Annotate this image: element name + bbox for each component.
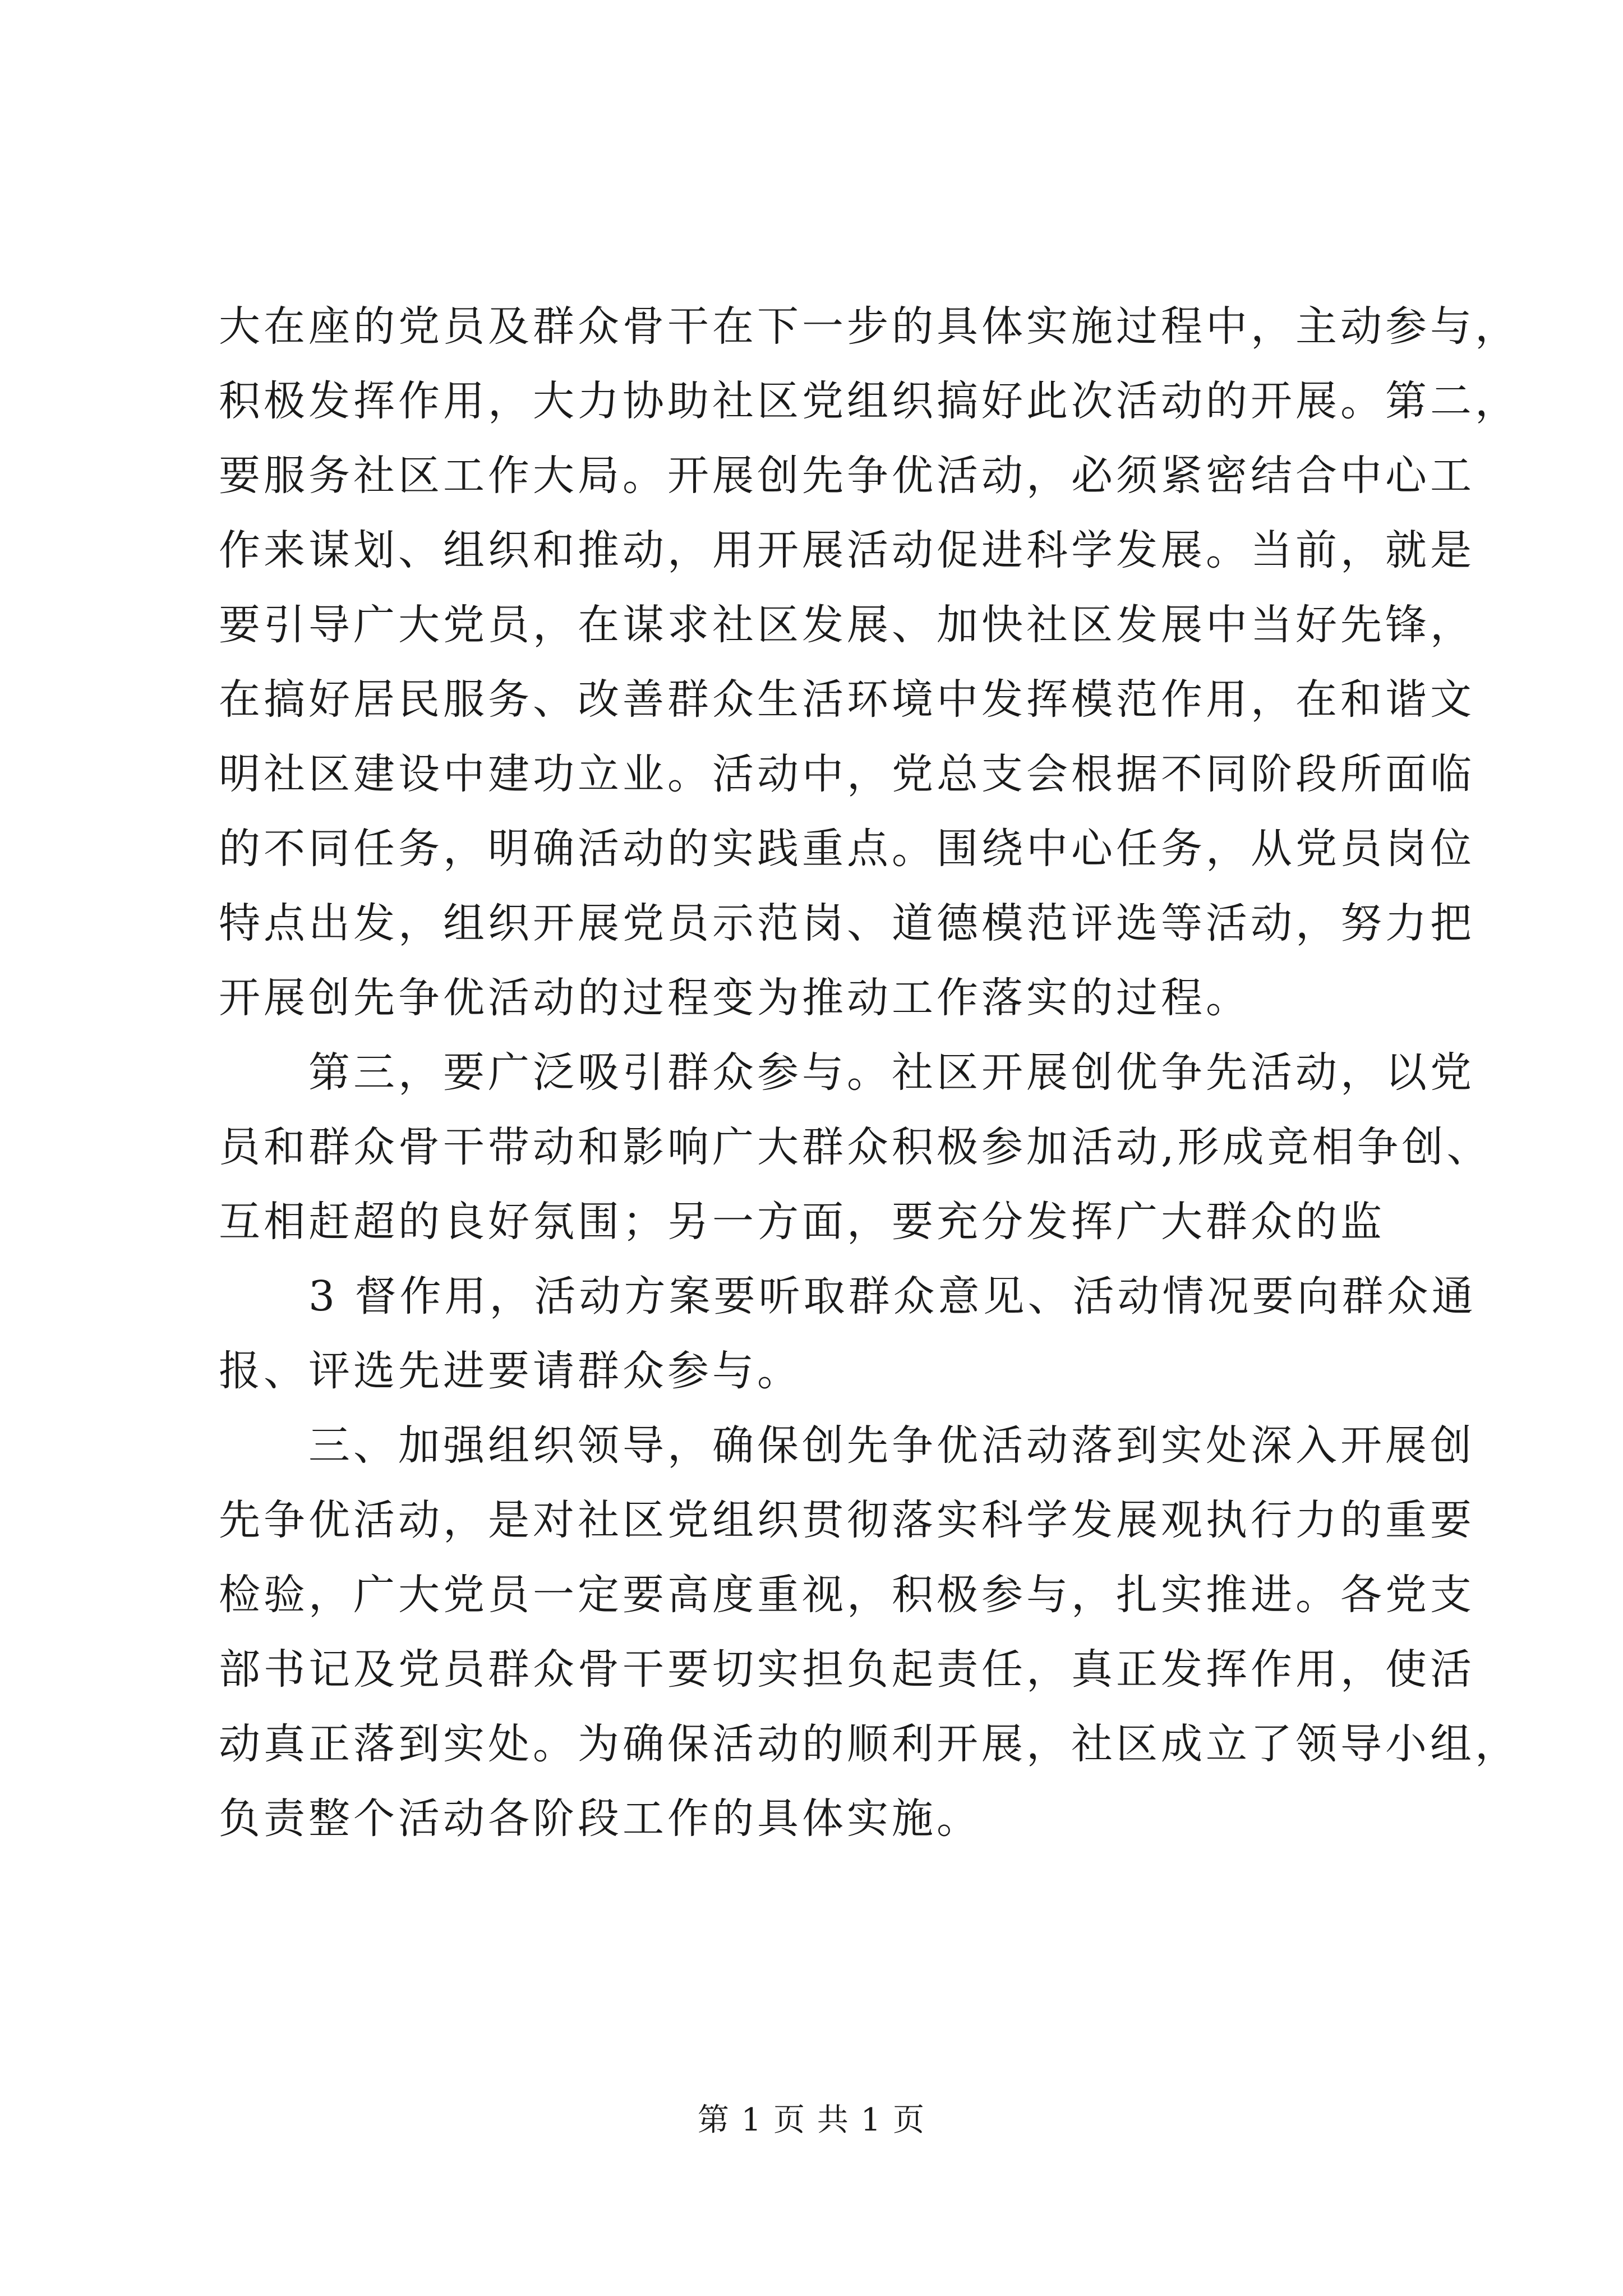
text-line: 互相赶超的良好氛围；另一方面，要充分发挥广大群众的监 <box>219 1198 1385 1246</box>
text-line: 员和群众骨干带动和影响广大群众积极参加活动,形成竞相争创、 <box>219 1123 1492 1171</box>
text-line: 动真正落到实处。为确保活动的顺利开展，社区成立了领导小组， <box>219 1720 1520 1768</box>
text-line: 在搞好居民服务、改善群众生活环境中发挥模范作用，在和谐文 <box>219 675 1475 724</box>
page-footer: 第 1 页 共 1 页 <box>697 2102 926 2138</box>
text-line: 开展创先争优活动的过程变为推动工作落实的过程。 <box>219 974 1251 1022</box>
document-body <box>219 289 1520 1856</box>
text-line: 负责整个活动各阶段工作的具体实施。 <box>219 1795 981 1843</box>
text-line: 要服务社区工作大局。开展创先争优活动，必须紧密结合中心工 <box>219 452 1475 500</box>
text-line: 的不同任务，明确活动的实践重点。围绕中心任务，从党员岗位 <box>219 825 1475 873</box>
text-line: 报、评选先进要请群众参与。 <box>219 1347 802 1395</box>
text-line: 明社区建设中建功立业。活动中，党总支会根据不同阶段所面临 <box>219 750 1475 798</box>
text-line: 部书记及党员群众骨干要切实担负起责任，真正发挥作用，使活 <box>219 1645 1475 1694</box>
text-line: 检验，广大党员一定要高度重视，积极参与，扎实推进。各党支 <box>219 1571 1475 1619</box>
text-line: 三、加强组织领导，确保创先争优活动落到实处深入开展创 <box>308 1421 1475 1470</box>
text-line: 3 督作用，活动方案要听取群众意见、活动情况要向群众通 <box>308 1272 1477 1320</box>
text-line: 要引导广大党员，在谋求社区发展、加快社区发展中当好先锋， <box>219 601 1475 649</box>
text-line: 先争优活动，是对社区党组织贯彻落实科学发展观执行力的重要 <box>219 1496 1475 1544</box>
text-line: 大在座的党员及群众骨干在下一步的具体实施过程中，主动参与， <box>219 302 1520 351</box>
text-line: 积极发挥作用，大力协助社区党组织搞好此次活动的开展。第二， <box>219 377 1520 425</box>
text-line: 第三，要广泛吸引群众参与。社区开展创优争先活动，以党 <box>308 1048 1475 1097</box>
text-line: 作来谋划、组织和推动，用开展活动促进科学发展。当前，就是 <box>219 526 1475 574</box>
text-line: 特点出发，组织开展党员示范岗、道德模范评选等活动，努力把 <box>219 899 1475 947</box>
